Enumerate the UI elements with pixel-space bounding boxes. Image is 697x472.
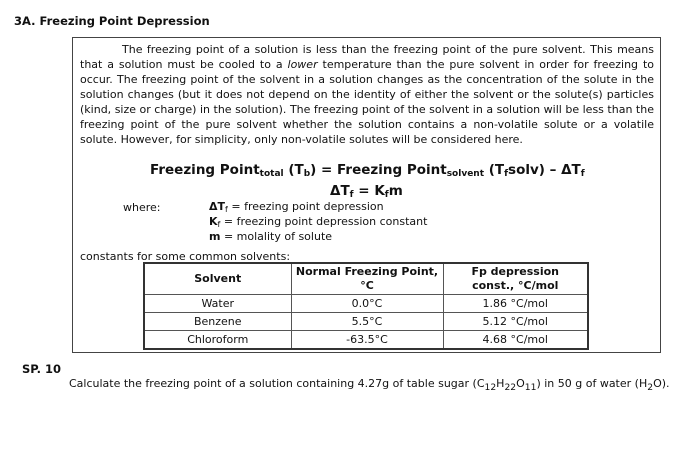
- eq1-lhs-close: ): [310, 162, 317, 178]
- table-row: [144, 295, 588, 313]
- eq1-rhs-symbol-sub: f: [504, 169, 509, 179]
- def1-symbol-sub: f: [225, 205, 228, 214]
- eq2-k: K: [374, 183, 385, 199]
- eq1-lhs-symbol: (T: [288, 162, 304, 178]
- definition-kf: [209, 215, 427, 229]
- table-row: [144, 331, 588, 350]
- definition-m: [209, 230, 332, 243]
- eq1-equals: =: [321, 162, 333, 178]
- eq1-lhs-symbol-sub: b: [303, 169, 311, 179]
- question-part3: O).: [653, 377, 670, 390]
- where-label: where:: [123, 201, 161, 214]
- header-k-line2: const., °C/mol: [472, 279, 559, 292]
- constants-label: constants for some common solvents:: [80, 250, 291, 263]
- intro-text-part2: temperature than the pure solvent in order for freezing to occur. The freezing point of the solvent in a solution changes as the concentration of the solute in the solution changes (but it does not depend on the identity of either the solvent or the solute(s) particles (kind, size or charge) in the solution). The freezing point of the solvent in a solution will be less than the freezing point of the pure solvent whether the solution contains a non-volatile solute or a volatile solute. However, for simplicity, only non-volatile solutes will be considered here.: [80, 58, 654, 146]
- eq1-lhs-sub: total: [259, 169, 284, 179]
- eq2-delta: ΔT: [330, 183, 350, 199]
- sample-problem-question: [69, 377, 670, 393]
- def3-text: = molality of solute: [223, 230, 333, 243]
- eq2-m: m: [388, 183, 403, 199]
- intro-emphasis: lower: [287, 58, 318, 71]
- header-fp-line1: Normal Freezing Point,: [295, 265, 439, 278]
- def2-text: = freezing point depression constant: [223, 215, 428, 228]
- cell-fp-constant: 1.86 °C/mol: [443, 295, 588, 313]
- def1-symbol: ΔT: [209, 200, 226, 213]
- question-part2: ) in 50 g of water (H: [536, 377, 648, 390]
- definition-delta-tf: [209, 200, 384, 214]
- header-solvent: Solvent: [144, 263, 291, 295]
- eq1-rhs: Freezing Point: [337, 162, 447, 178]
- cell-solvent: Benzene: [144, 313, 291, 331]
- eq1-rhs-symbol-rest: solv): [508, 162, 545, 178]
- def1-text: = freezing point depression: [231, 200, 384, 213]
- freezing-point-equation: [150, 162, 585, 179]
- question-o: O: [516, 377, 525, 390]
- question-water-sub: 2: [647, 382, 654, 394]
- eq1-minus: –: [549, 162, 557, 178]
- delta-tf-equation: [330, 183, 403, 200]
- question-c-sub: 12: [484, 382, 497, 394]
- constants-table: [143, 262, 589, 350]
- header-freezing-point: [291, 263, 443, 295]
- cell-freezing-point: -63.5°C: [291, 331, 443, 350]
- def3-symbol: m: [209, 230, 221, 243]
- eq1-rhs-sub: solvent: [446, 169, 485, 179]
- def2-symbol: K: [209, 215, 218, 228]
- section-title: 3A. Freezing Point Depression: [14, 14, 210, 28]
- header-k-line1: Fp depression: [471, 265, 560, 278]
- eq2-delta-sub: f: [349, 190, 354, 200]
- cell-solvent: Water: [144, 295, 291, 313]
- cell-freezing-point: 5.5°C: [291, 313, 443, 331]
- question-o-sub: 11: [524, 382, 537, 394]
- eq1-lhs: Freezing Point: [150, 162, 260, 178]
- cell-solvent: Chloroform: [144, 331, 291, 350]
- def2-symbol-sub: f: [217, 220, 221, 229]
- table-row: [144, 313, 588, 331]
- eq1-rhs-symbol: (T: [488, 162, 505, 178]
- eq1-delta-sub: f: [580, 169, 585, 179]
- question-h: H: [496, 377, 505, 390]
- question-h-sub: 22: [504, 382, 517, 394]
- cell-fp-constant: 4.68 °C/mol: [443, 331, 588, 350]
- table-header-row: [144, 263, 588, 295]
- eq2-k-sub: f: [384, 190, 389, 200]
- cell-fp-constant: 5.12 °C/mol: [443, 313, 588, 331]
- header-fp-constant: [443, 263, 588, 295]
- eq2-equals: =: [358, 183, 370, 199]
- question-part1: Calculate the freezing point of a solution containing 4.27g of table sugar (C: [69, 377, 485, 390]
- header-fp-line2: °C: [360, 279, 374, 292]
- intro-text-part1: The freezing point of a solution is less than the freezing point of the pure solvent. This means that a solution must be cooled to a: [80, 43, 654, 71]
- eq1-delta: ΔT: [561, 162, 581, 178]
- cell-freezing-point: 0.0°C: [291, 295, 443, 313]
- sample-problem-label: SP. 10: [22, 362, 61, 376]
- intro-paragraph: [80, 42, 654, 147]
